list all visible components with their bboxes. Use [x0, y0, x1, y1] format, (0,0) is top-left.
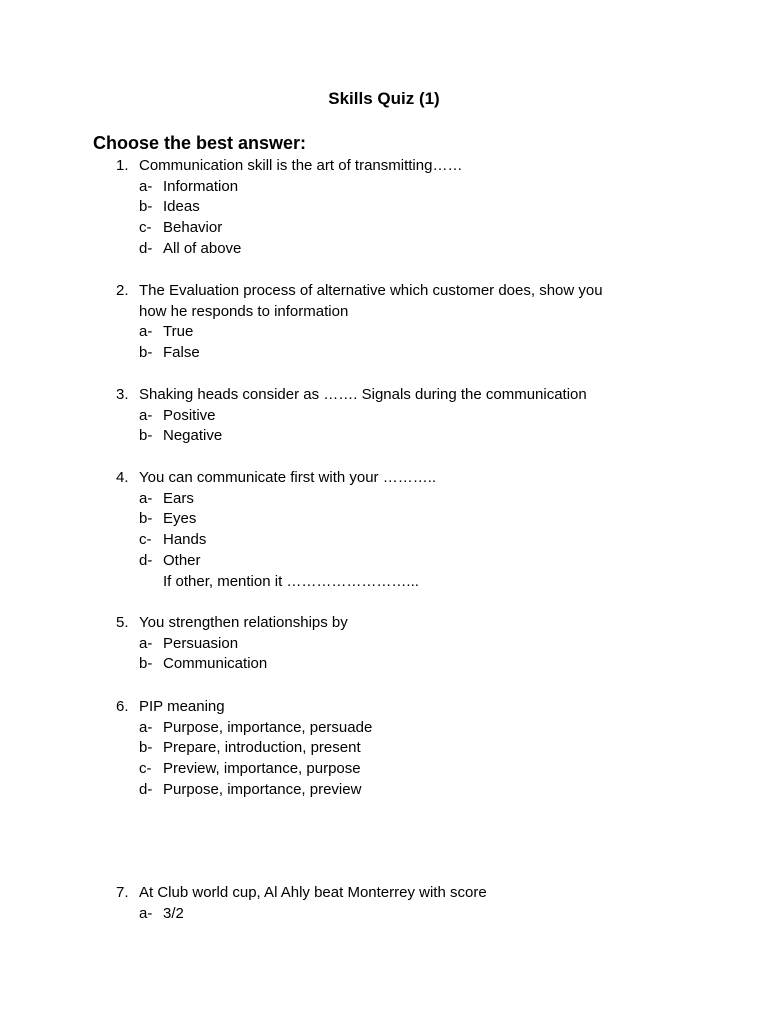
option-letter: a- [139, 177, 153, 195]
question-number: 3. [116, 386, 129, 403]
question-4 [116, 468, 676, 592]
option-letter: a- [139, 406, 153, 424]
other-note: If other, mention it ……………………... [163, 572, 419, 590]
option-letter: d- [139, 551, 153, 569]
question-number: 1. [116, 157, 129, 174]
answer-option [116, 197, 676, 218]
question-text-line [116, 302, 676, 323]
question-text: Shaking heads consider as ……. Signals during the communication [139, 386, 587, 403]
answer-option [116, 489, 676, 510]
answer-option [116, 177, 676, 198]
question-text: The Evaluation process of alternative which customer does, show you [139, 282, 603, 299]
option-text: False [163, 344, 200, 362]
question-text: PIP meaning [139, 698, 225, 715]
question-text-line [116, 468, 676, 489]
question-3 [116, 385, 676, 447]
page-title: Skills Quiz (1) [328, 89, 440, 108]
answer-option [116, 530, 676, 551]
question-text-line [116, 156, 676, 177]
answer-option [116, 426, 676, 447]
option-letter: c- [139, 531, 152, 549]
option-text: Negative [163, 427, 223, 445]
question-7 [116, 883, 676, 924]
option-text: Preview, importance, purpose [163, 760, 361, 778]
answer-option [116, 718, 676, 739]
answer-option [116, 343, 676, 364]
question-number: 6. [116, 698, 129, 715]
question-text: Communication skill is the art of transmitting…… [139, 157, 463, 174]
option-letter: c- [139, 219, 152, 237]
option-text: Eyes [163, 510, 197, 528]
question-text: how he responds to information [139, 302, 349, 320]
question-2 [116, 281, 676, 364]
answer-option [116, 406, 676, 427]
option-text: Prepare, introduction, present [163, 739, 361, 757]
question-6 [116, 697, 676, 801]
question-text-line [116, 697, 676, 718]
answer-option [116, 904, 676, 925]
answer-option [116, 780, 676, 801]
question-text-line [116, 385, 676, 406]
question-number: 5. [116, 614, 129, 631]
option-letter: a- [139, 323, 153, 341]
option-text: Ideas [163, 198, 200, 216]
option-letter: b- [139, 510, 153, 528]
option-text: Purpose, importance, persuade [163, 718, 373, 736]
option-text: Other [163, 551, 201, 569]
question-number: 7. [116, 884, 129, 901]
option-letter: b- [139, 198, 153, 216]
question-text: You strengthen relationships by [139, 614, 348, 631]
answer-option [116, 654, 676, 675]
option-letter: a- [139, 718, 153, 736]
option-text: True [163, 323, 194, 341]
option-text: Positive [163, 406, 216, 424]
option-letter: b- [139, 655, 153, 673]
question-number: 2. [116, 282, 129, 299]
option-letter: b- [139, 427, 153, 445]
option-text: All of above [163, 239, 242, 257]
answer-option [116, 218, 676, 239]
option-letter: c- [139, 760, 152, 778]
option-text: Persuasion [163, 634, 239, 652]
question-5 [116, 613, 676, 675]
instructions-heading: Choose the best answer: [93, 133, 307, 153]
option-letter: d- [139, 239, 153, 257]
answer-option [116, 759, 676, 780]
question-text: At Club world cup, Al Ahly beat Monterrey with score [139, 884, 487, 901]
option-text: 3/2 [163, 904, 184, 922]
question-number: 4. [116, 469, 129, 486]
option-text: Information [163, 177, 239, 195]
answer-option [116, 322, 676, 343]
answer-option [116, 509, 676, 530]
option-letter: a- [139, 634, 153, 652]
option-letter: a- [139, 489, 153, 507]
option-text: Purpose, importance, preview [163, 780, 362, 798]
answer-option [116, 634, 676, 655]
option-text: Ears [163, 489, 194, 507]
option-text: Hands [163, 531, 207, 549]
question-text-line [116, 883, 676, 904]
answer-option [116, 239, 676, 260]
question-1 [116, 156, 676, 260]
question-text: You can communicate first with your ……….. [139, 469, 437, 486]
option-letter: b- [139, 344, 153, 362]
answer-option [116, 551, 676, 572]
answer-option [116, 738, 676, 759]
option-text: Communication [163, 655, 268, 673]
question-text-line [116, 281, 676, 302]
option-letter: b- [139, 739, 153, 757]
option-text: Behavior [163, 219, 223, 237]
option-letter: d- [139, 780, 153, 798]
question-text-line [116, 613, 676, 634]
option-letter: a- [139, 904, 153, 922]
